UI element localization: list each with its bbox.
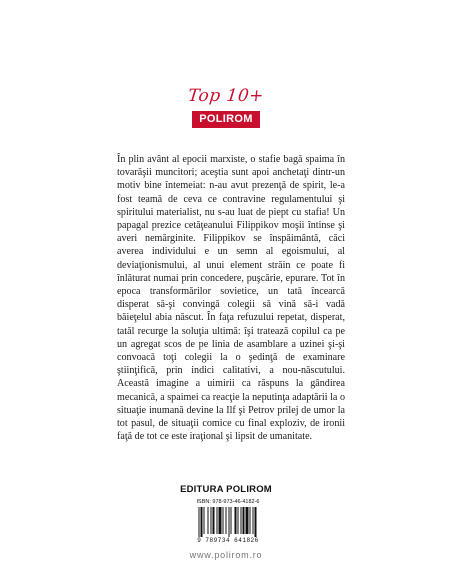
series-logo-top10: Top 10+ xyxy=(186,86,266,106)
barcode-icon xyxy=(189,507,267,537)
series-brand xyxy=(0,86,452,128)
polirom-badge: POLIROM xyxy=(192,111,260,128)
back-cover-blurb: În plin avânt al epocii marxiste, o stafie bagă spaima în tovarăşii muncitori; aceştia sunt apoi anchetaţi dintr-un motiv bine întemeiat: n-au avut prezenţă de spirit, le-a fost teamă de ceva ce contravine regulamentului şi spiritului materialist, nu s-au luat de piept cu stafia! Un papagal prezice cetăţeanului Filippikov moşii întinse şi averi nemărginite. Filippikov se înspăimântă, căci averea individului e un semn al egoismului, al deviaţionismului, al unui element străin ce poate fi înlăturat numai prin concedere, puşcărie, epurare. Tot în epoca transformărilor sovietice, un tată încearcă disperat să-şi convingă colegii să vină să-i vadă băieţelul abia născut. În faţa refuzului repetat, disperat, tatăl recurge la soluţia ultimă: îşi tratează copilul ca pe un agregat scos de pe linia de asamblare a uzinei şi-şi convoacă toţi colegii la o şedinţă de examinare ştiinţifică, prin indici calitativi, a nou-născutului. Această imagine a uimirii ca răspuns la gândirea mecanică, a spaimei ca reacţie la neputinţa adaptării la o situaţie inumană devine la Ilf şi Petrov prilej de umor la tot pasul, de situaţii comice cu final exploziv, de ironii faţă de tot ce este iraţional şi lipsit de umanitate. xyxy=(117,154,345,443)
barcode-digits: 9 789734 641826 xyxy=(197,537,259,544)
isbn-text: ISBN: 978-973-46-4182-6 xyxy=(196,499,260,505)
publisher-name: EDITURA POLIROM xyxy=(180,484,272,495)
publisher-website: www.polirom.ro xyxy=(189,550,263,560)
isbn-barcode-block xyxy=(183,499,273,549)
